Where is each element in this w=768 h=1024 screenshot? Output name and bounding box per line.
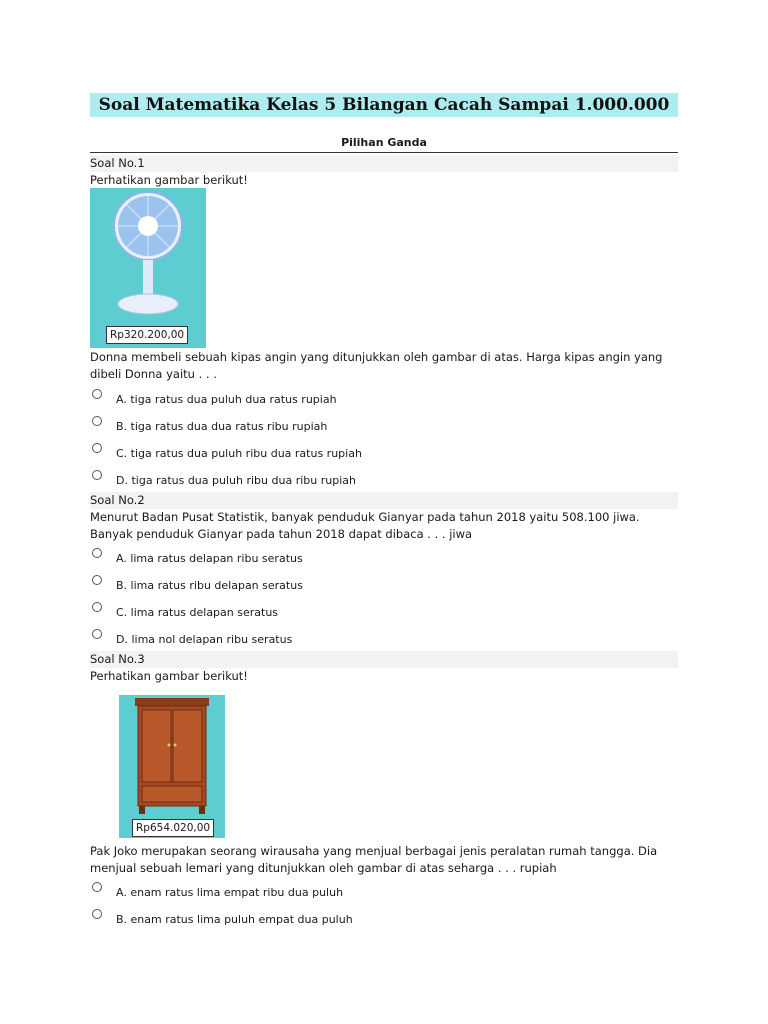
question-1-label: Soal No.1 [90,155,678,172]
radio-icon[interactable] [92,882,102,892]
section-heading: Pilihan Ganda [90,134,678,153]
question-2-text: Menurut Badan Pusat Statistik, banyak penduduk Gianyar pada tahun 2018 yaitu 508.100 jiwa. Banyak penduduk Gianyar pada tahun 2018 dapat dibaca . . . jiwa [90,510,640,541]
wardrobe-image [119,695,225,838]
radio-icon[interactable] [92,389,102,399]
wardrobe-price-tag: Rp654.020,00 [132,819,214,837]
radio-icon[interactable] [92,548,102,558]
option-label: B. tiga ratus dua dua ratus ribu rupiah [116,420,328,433]
option-label: C. lima ratus delapan seratus [116,606,279,619]
radio-icon[interactable] [92,470,102,480]
question-1-intro: Perhatikan gambar berikut! [90,173,248,187]
fan-price-tag: Rp320.200,00 [106,326,188,344]
option-label: D. lima nol delapan ribu seratus [116,633,293,646]
wardrobe-icon [119,695,225,838]
radio-icon[interactable] [92,629,102,639]
fan-icon [90,188,206,348]
radio-icon[interactable] [92,443,102,453]
radio-icon[interactable] [92,602,102,612]
option-label: B. lima ratus ribu delapan seratus [116,579,303,592]
option-label: A. enam ratus lima empat ribu dua puluh [116,886,344,899]
option-label: A. lima ratus delapan ribu seratus [116,552,303,565]
radio-icon[interactable] [92,909,102,919]
question-3-label: Soal No.3 [90,651,678,668]
question-3-intro: Perhatikan gambar berikut! [90,669,248,683]
option-label: B. enam ratus lima puluh empat dua puluh [116,913,353,926]
question-3-text: Pak Joko merupakan seorang wirausaha yang menjual berbagai jenis peralatan rumah tangga. Dia menjual sebuah lemari yang ditunjukkan oleh gambar di atas seharga . . . rupiah [90,844,658,875]
question-1-text: Donna membeli sebuah kipas angin yang ditunjukkan oleh gambar di atas. Harga kipas angin yang dibeli Donna yaitu . . . [90,350,663,381]
page-title: Soal Matematika Kelas 5 Bilangan Cacah Sampai 1.000.000 [90,93,678,117]
question-2-label: Soal No.2 [90,492,678,509]
option-label: D. tiga ratus dua puluh ribu dua ribu rupiah [116,474,356,487]
fan-image [90,188,206,348]
radio-icon[interactable] [92,575,102,585]
option-label: C. tiga ratus dua puluh ribu dua ratus rupiah [116,447,362,460]
radio-icon[interactable] [92,416,102,426]
option-label: A. tiga ratus dua puluh dua ratus rupiah [116,393,337,406]
